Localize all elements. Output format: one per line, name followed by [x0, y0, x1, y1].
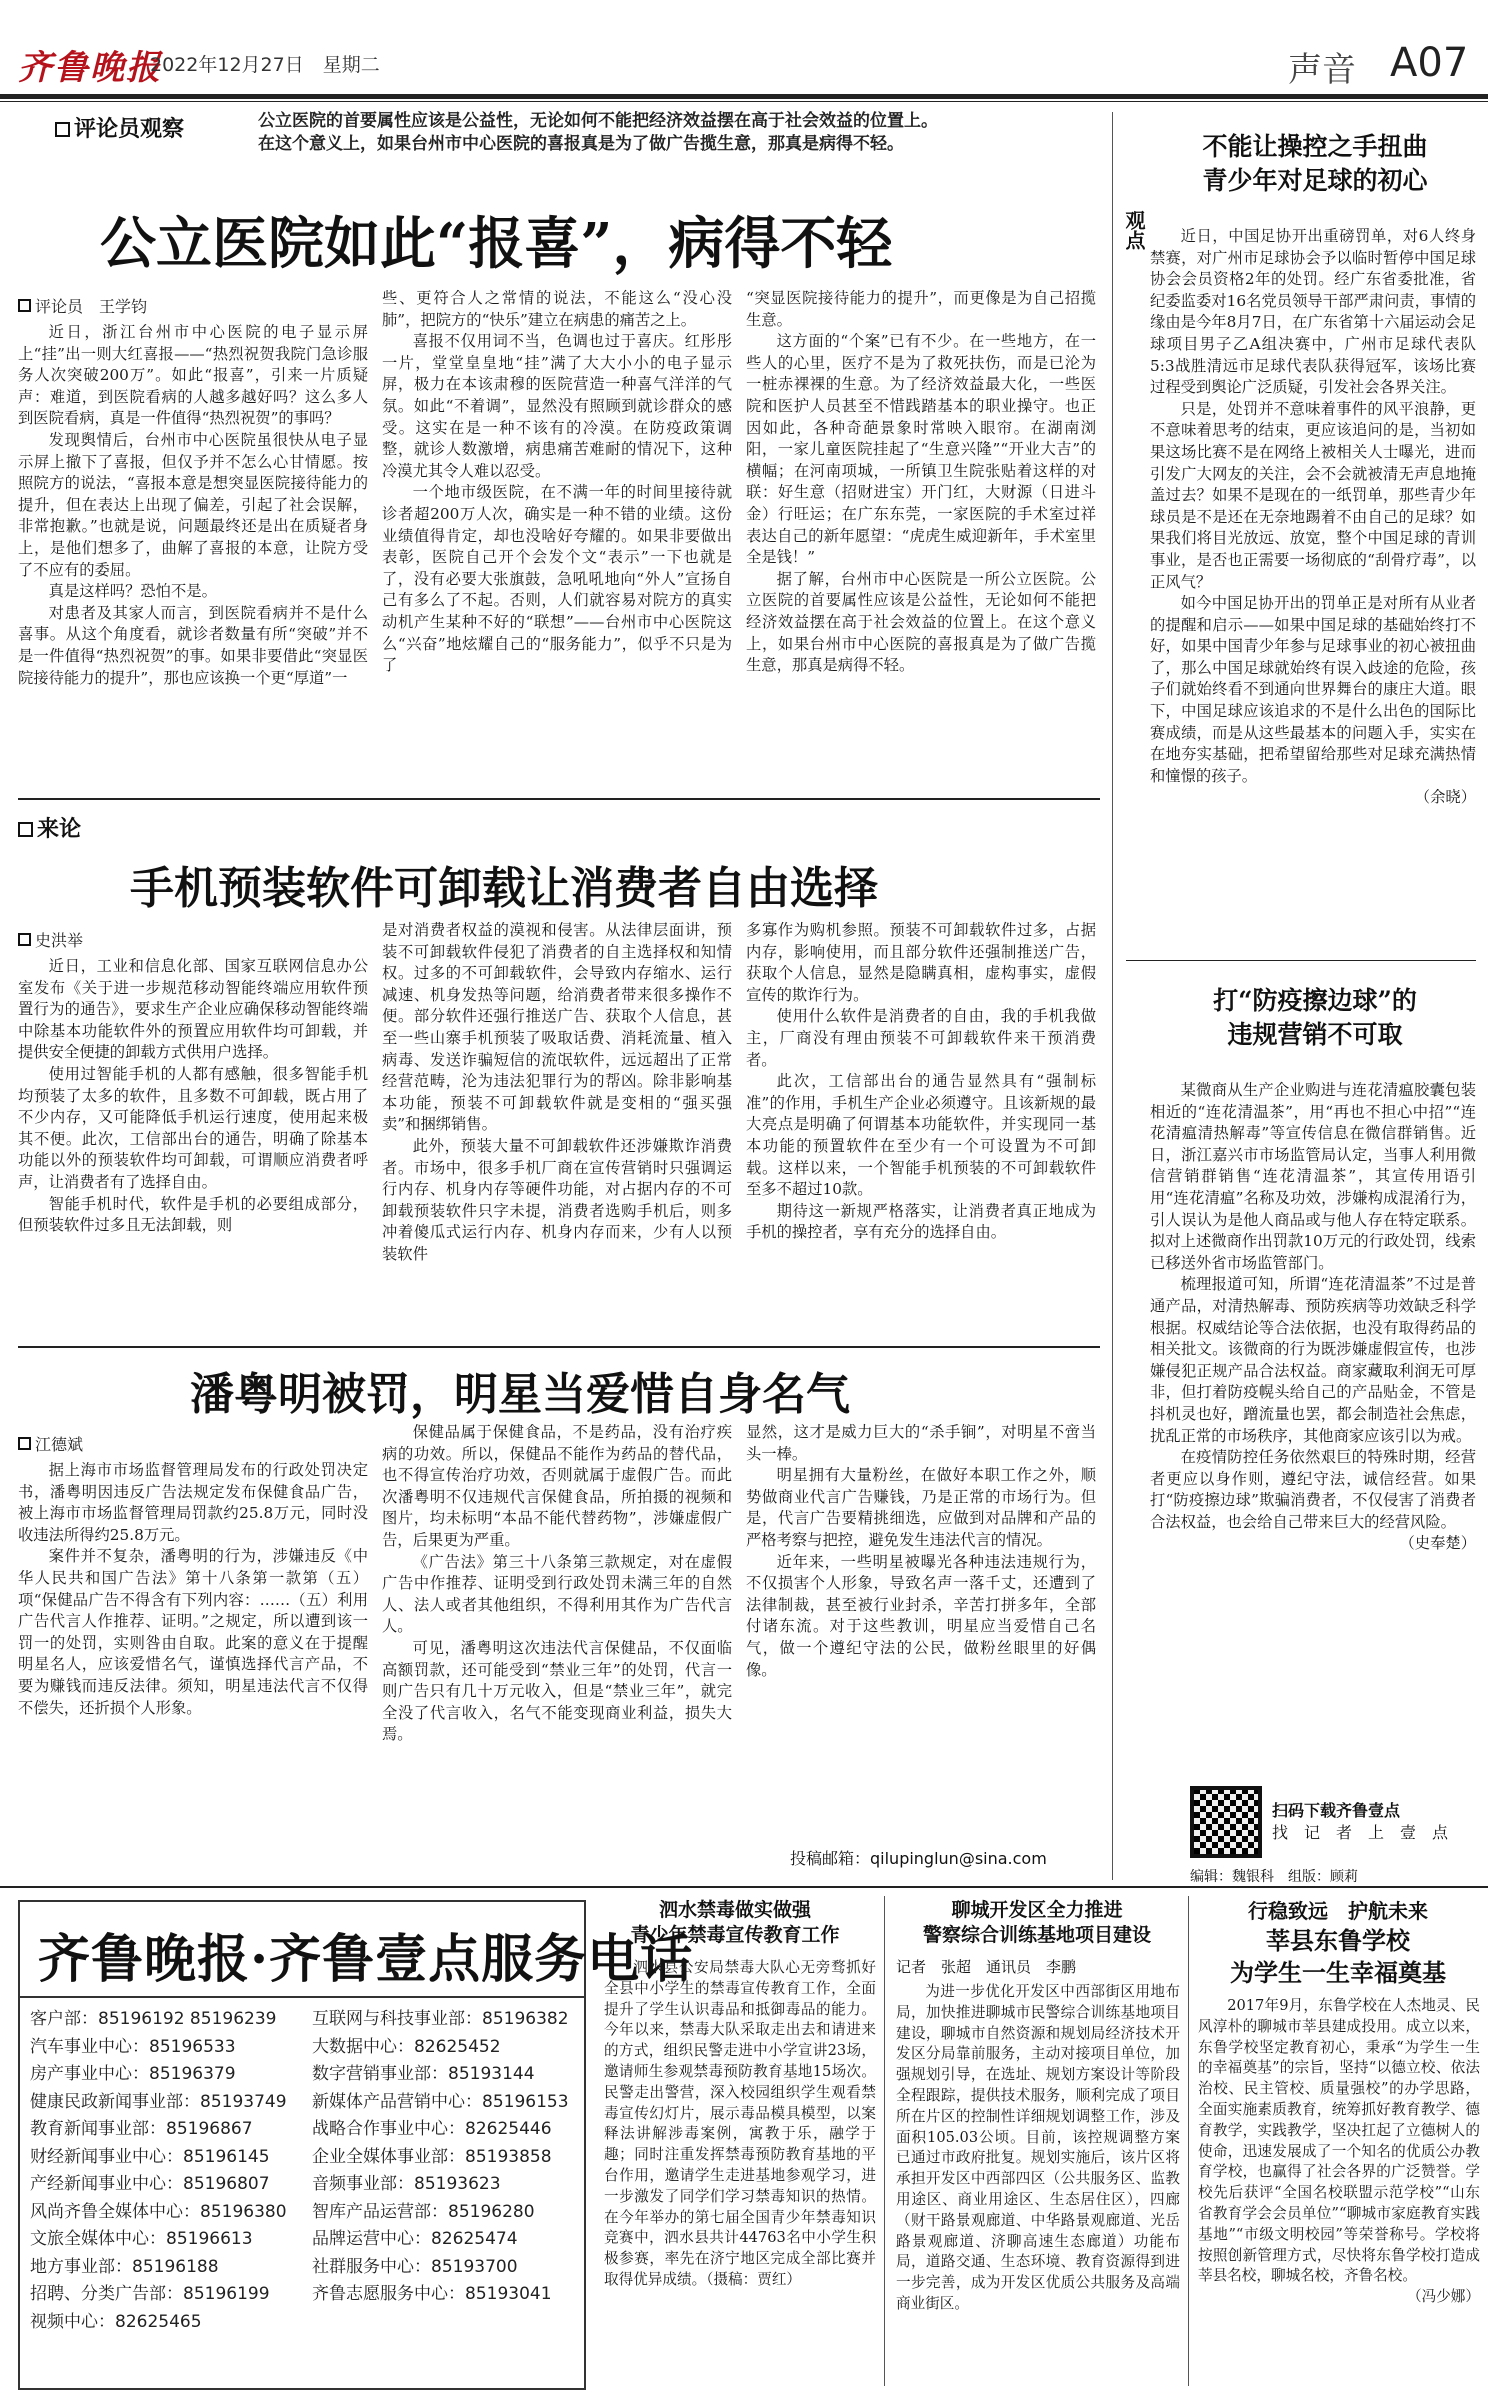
divider [1126, 960, 1476, 961]
section-name: 声音 [1288, 50, 1356, 90]
article2-byline: 史洪举 [18, 928, 83, 951]
qr-label: 扫码下载齐鲁壹点 找 记 者 上 壹 点 [1272, 1801, 1449, 1842]
bottom2-title: 聊城开发区全力推进 警察综合训练基地项目建设 [922, 1899, 1151, 1946]
issue-date: 2022年12月27日 星期二 [150, 54, 380, 76]
header-rule-thin [0, 101, 1488, 102]
divider [18, 798, 1100, 800]
sidebar2-title: 打“防疫擦边球”的 违规营销不可取 [1213, 986, 1417, 1049]
article1-headline: 公立医院如此“报喜”，病得不轻 [100, 211, 893, 277]
bottom2-body: 为进一步优化开发区中西部街区用地布局，加快推进聊城市民警综合训练基地项目建设，聊城市自然资源和规划局经济技术开发区分局靠前服务，主动对接项目单位，加强规划引导，在选址、规划方案设计等阶段全程跟踪，提供技术服务，顺利完成了项目所在片区的控制性详细规划调整工作，涉及面积105.03公顷。目前，该控规调整方案已通过市政府批复。规划实施后，该片区将承担开发区中西部四区（公共服务区、监教用途区、商业用途区、生态居住区），四廊（财干路景观廊道、中华路景观廊道、光岳路景观廊道、济聊高速生态廊道）功能布局，道路交通、生态环境、教育资源得到进一步完善，成为开发区优质公共服务及高端商业街区。 [896, 1983, 1180, 2312]
article2-col2: 是对消费者权益的漠视和侵害。从法律层面讲，预装不可卸载软件侵犯了消费者的自主选择权和知情权。过多的不可卸载软件，会导致内存缩水、运行减速、机身发热等问题，给消费者带来很多操作不便。部分软件还强行推送广告、获取个人信息，甚至一些山寨手机预装了吸取话费、消耗流量、植入病毒、发送诈骗短信的流氓软件，远远超出了正常经营范畴，沦为违法犯罪行为的帮凶。除非影响基本功能，预装不可卸载软件就是变相的“强买强卖”和捆绑销售。 此外，预装大量不可卸载软件还涉嫌欺诈消费者。市场中，很多手机厂商在宣传营销时只强调运行内存、机身内存等硬件功能，对占据内存的不可卸载预装软件只字未提，消费者选购手机后，则多冲着傻瓜式运行内存、机身内存而来，少有人以预装软件 [382, 921, 732, 1263]
article3-col2: 保健品属于保健食品，不是药品，没有治疗疾病的功效。所以，保健品不能作为药品的替代品，也不得宣传治疗功效，否则就属于虚假广告。而此次潘粤明不仅违规代言保健食品，所拍摄的视频和图片，均未标明“本品不能代替药物”，涉嫌虚假广告，后果更为严重。 《广告法》第三十八条第三款规定，对在虚假广告中作推荐、证明受到行政处罚未满三年的自然人、法人或者其他组织，不得利用其作为广告代言人。 可见，潘粤明这次违法代言保健品，不仅面临高额罚款，还可能受到“禁业三年”的处罚，代言一则广告只有几十万元收入，但是“禁业三年”，就完全没了代言收入，名气不能变现商业利益，损失大焉。 [382, 1423, 732, 1744]
article1-col1: 近日，浙江台州市中心医院的电子显示屏上“挂”出一则大红喜报——“热烈祝贺我院门急诊服务人次突破200万”。如此“报喜”，引来一片质疑声：难道，到医院看病的人越多越好吗？这么多人到医院看病，真是一件值得“热烈祝贺”的事吗？ 发现舆情后，台州市中心医院虽很快从电子显示屏上撤下了喜报，但仅予并不怎么心甘情愿。按照院方的说法，“喜报本意是想突显医院接待能力的提升，但在表达上出现了偏差，引起了社会误解，非常抱歉。”也就是说，问题最终还是出在质疑者身上，是他们想多了，曲解了喜报的本意，让院方受了不应有的委屈。 真是这样吗？恐怕不是。 对患者及其家人而言，到医院看病并不是什么喜事。从这个角度看，就诊者数量有所“突破”并不是一件值得“热烈祝贺”的事。如果非要借此“突显医院接待能力的提升”，那也应该换一个更“厚道”一 [18, 323, 368, 687]
page-number: A07 [1390, 40, 1469, 86]
service-title: 齐鲁晚报·齐鲁壹点服务电话 [38, 1929, 694, 1990]
service-list-left: 客户部：85196192 85196239 汽车事业中心：85196533 房产事业中心：85196379 健康民政新闻事业部：85193749 教育新闻事业部：85196867 财经新闻事业中心：85196145 产经新闻事业中心：85196807 风尚齐鲁全媒体中心：85196380 文旅全媒体中心：85196613 地方事业部：85196188 招聘、分类广告部：85196199 视频中心：82625465 [30, 2009, 287, 2332]
submission-email[interactable]: 投稿邮箱：qilupinglun@sina.com [790, 1849, 1047, 1868]
article3-headline: 潘粤明被罚，明星当爱惜自身名气 [190, 1369, 850, 1420]
article2-headline: 手机预装软件可卸载让消费者自由选择 [130, 863, 878, 914]
sidebar2-body: 某微商从生产企业购进与连花清瘟胶囊包装相近的“连花清温茶”，用“再也不担心中招”“连花清瘟清热解毒”等宣传信息在微信群销售。近日，浙江嘉兴市市场监管局认定，当事人利用微信营销群销售“连花清温茶”，其宣传用语引用“连花清瘟”名称及功效，涉嫌构成混淆行为，引人误认为是他人商品或与他人存在特定联系。拟对上述微商作出罚款10万元的行政处罚，线索已移送外省市场监管部门。 梳理报道可知，所谓“连花清温茶”不过是普通产品，对清热解毒、预防疾病等功效缺乏科学根据。权威结论等合法依据，也没有取得药品的相关批文。该微商的行为既涉嫌虚假宣传，也涉嫌侵犯正规产品合法权益。商家藏取利润无可厚非，但打着防疫幌头给自己的产品贴金，不管是抖机灵也好，蹭流量也罢，都会制造社会焦虑，扰乱正常的市场秩序，其他商家应该引以为戒。 在疫情防控任务依然艰巨的特殊时期，经营者更应以身作则，遵纪守法，诚信经营。如果打“防疫擦边球”欺骗消费者，不仅侵害了消费者合法权益，也会给自己带来巨大的经营风险。 （史奉楚） [1150, 1081, 1476, 1553]
column-rule [1188, 1896, 1189, 2386]
article3-col3: 显然，这才是威力巨大的“杀手锏”，对明星不啻当头一棒。 明星拥有大量粉丝，在做好本职工作之外，顺势做商业代言广告赚钱，乃是正常的市场行为。但是，代言广告要精挑细选，应做到对品牌和产品的严格考察与把控，避免发生违法代言的情况。 近年来，一些明星被曝光各种违法违规行为，不仅损害个人形象，导致名声一落千丈，还遭到了法律制裁，甚至被行业封杀，辛苦打拼多年，全部付诸东流。对于这些教训，明星应当爱惜自己名气，做一个遵纪守法的公民，做粉丝眼里的好偶像。 [746, 1423, 1096, 1679]
service-phone-box [18, 1900, 694, 2390]
bottom3-body: 2017年9月，东鲁学校在人杰地灵、民风淳朴的聊城市莘县建成投用。成立以来，东鲁学校坚定教育初心，秉承“为学生一生的幸福奠基”的宗旨，坚持“以德立校、依法治校、民主管校、质量强校”的办学思路，全面实施素质教育，统筹抓好教育教学、德育教学，实践教学，坚决扛起了立德树人的使命，迅速发展成了一个知名的优质公办教育学校，也赢得了社会各界的广泛赞誉。学校先后获评“全国名校联盟示范学校”“山东省教育学会会员单位”“聊城市家庭教育实践基地”“市级文明校园”等荣誉称号。学校将按照创新管理方式，尽快将东鲁学校打造成莘县名校，聊城名校，齐鲁名校。 （冯少娜） [1198, 1997, 1480, 2306]
sidebar-rule [1112, 112, 1113, 1880]
article2-col3: 多寡作为购机参照。预装不可卸载软件过多，占据内存，影响使用，而且部分软件还强制推送广告，获取个人信息，显然是隐瞒真相，虚构事实，虚假宣传的欺诈行为。 使用什么软件是消费者的自由，我的手机我做主，厂商没有理由预装不可卸载软件来干预消费者。 此次，工信部出台的通告显然具有“强制标准”的作用，手机生产企业必须遵守。且该新规的最大亮点是明确了何谓基本功能软件，并实现同一基本功能的预置软件在至少有一个可设置为不可卸载。这样以来，一个智能手机预装的不可卸载软件至多不超过10款。 期待这一新规严格落实，让消费者真正地成为手机的操控者，享有充分的选择自由。 [746, 921, 1096, 1242]
article1-intro: 公立医院的首要属性应该是公益性，无论如何不能把经济效益摆在高于社会效益的位置上。 在这个意义上，如果台州市中心医院的喜报真是为了做广告揽生意，那真是病得不轻。 [258, 111, 938, 154]
article1-byline: 评论员 王学钧 [18, 294, 147, 317]
bottom3-title: 行稳致远 护航未来 莘县东鲁学校 为学生一生幸福奠基 [1230, 1899, 1446, 1987]
sidebar1-body: 近日，中国足协开出重磅罚单，对6人终身禁赛，对广州市足球协会予以临时暂停中国足球协会会员资格2年的处罚。经广东省委批准，省纪委监委对16名党员领导干部严肃问责，事情的缘由是今年8月7日，在广东省第十六届运动会足球项目男子乙A组决赛中，广州市足球代表队5:3战胜清远市足球代表队获得冠军，该场比赛过程受到舆论广泛质疑，引发社会各界关注。 只是，处罚并不意味着事件的风平浪静，更不意味着思考的结束，更应该追问的是，当初如果这场比赛不是在网络上被相关人士曝光，进而引发广大网友的关注，会不会就被清无声息地掩盖过去？如果不是现在的一纸罚单，那些青少年球员是不是还在无奈地踢着不由自己的足球？如果我们将目光放远、放宽，整个中国足球的青训事业，是否也正需要一场彻底的“刮骨疗毒”，以正风气？ 如今中国足协开出的罚单正是对所有从业者的提醒和启示——如果中国足球的基础始终打不好，如果中国青少年参与足球事业的初心被扭曲了，那么中国足球就始终有误入歧途的危险，孩子们就始终看不到通向世界舞台的康庄大道。眼下，中国足球应该追求的不是什么出色的国际比赛成绩，而是从这些最基本的问题入手，实实在在地夯实基础，把希望留给那些对足球充满热情和憧憬的孩子。 （余晓） [1150, 227, 1476, 807]
divider [18, 1346, 1100, 1348]
article3-byline: 江德斌 [18, 1432, 83, 1455]
qr-code[interactable] [1190, 1786, 1262, 1858]
article1-col2: 些、更符合人之常情的说法，不能这么“没心没肺”，把院方的“快乐”建立在病患的痛苦之上。 喜报不仅用词不当，色调也过于喜庆。红彤彤一片，堂堂皇皇地“挂”满了大大小小的电子显示屏，极力在本该肃穆的医院营造一种喜气洋洋的气氛。如此“不着调”，显然没有照顾到就诊群众的感受。这实在是一种不该有的冷漠。在防疫政策调整，就诊人数激增，病患痛苦难耐的情况下，这种冷漠尤其令人难以忍受。 一个地市级医院，在不满一年的时间里接待就诊者超200万人次，确实是一种不错的业绩。这份业绩值得肯定，却也没啥好夸耀的。如果非要做出表彰，医院自己开个会发个文“表示”一下也就是了，没有必要大张旗鼓，急吼吼地向“外人”宣扬自己有多么了不起。否则，人们就容易对院方的真实动机产生某种不好的“联想”——台州市中心医院这么“兴奋”地炫耀自己的“服务能力”，似乎不只是为了 [382, 289, 732, 675]
bottom1-title: 泗水禁毒做实做强 青少年禁毒宣传教育工作 [630, 1899, 840, 1946]
newspaper-logo: 齐鲁晚报 [18, 48, 162, 88]
sidebar-tag: 观点 [1122, 210, 1146, 250]
sidebar1-title: 不能让操控之手扭曲 青少年对足球的初心 [1202, 132, 1428, 195]
header-rule [0, 94, 1488, 99]
service-list-right: 互联网与科技事业部：85196382 大数据中心：82625452 数字营销事业部：85193144 新媒体产品营销中心：85196153 战略合作事业中心：82625446 企业全媒体事业部：85193858 音频事业部：85193623 智库产品运营部：85196280 品牌运营中心：82625474 社群服务中心：85193700 齐鲁志愿服务中心：85193041 [312, 2009, 569, 2304]
article3-col1: 据上海市市场监督管理局发布的行政处罚决定书，潘粤明因违反广告法规定发布保健食品广告，被上海市市场监督管理局罚款约25.8万元，同时没收违法所得约25.8万元。 案件并不复杂，潘粤明的行为，涉嫌违反《中华人民共和国广告法》第十八条第一款第（五）项“保健品广告不得含有下列内容：……（五）利用广告代言人作推荐、证明。”之规定，所以遭到该一罚一的处罚，实则咎由自取。此案的意义在于提醒明星名人，应该爱惜名气，谨慎选择代言产品，不要为赚钱而违反法律。须知，明星违法代言不仅得不偿失，还折损个人形象。 [18, 1461, 368, 1717]
column-rule [884, 1896, 885, 2386]
article2-tag: 来论 [18, 812, 81, 843]
article1-col3: “突显医院接待能力的提升”，而更像是为自己招揽生意。 这方面的“个案”已有不少。在一些地方，在一些人的心里，医疗不是为了救死扶伤，而是已沦为一桩赤裸裸的生意。为了经济效益最大化，一些医院和医护人员甚至不惜践踏基本的职业操守。也正因如此，各种奇葩景象时常映入眼帘。在湖南浏阳，一家儿童医院挂起了“生意兴隆”“开业大吉”的横幅；在河南项城，一所镇卫生院张贴着这样的对联：好生意（招财进宝）开门红，大财源（日进斗金）行旺运；在广东东莞，一家医院的手术室过祥表达自己的新年愿望：“虎虎生威迎新年，手术室里全是钱！” 据了解，台州市中心医院是一所公立医院。公立医院的首要属性应该是公益性，无论如何不能把经济效益摆在高于社会效益的位置上。在这个意义上，如果台州市中心医院的喜报真是为了做广告揽生意，那真是病得不轻。 [746, 289, 1096, 675]
editor-credits: 编辑：魏银科 组版：顾莉 [1190, 1869, 1358, 1885]
bottom2-byline: 记者 张超 通讯员 李鹏 [896, 1958, 1077, 1976]
bottom-rule [0, 1886, 1488, 1888]
bottom1-body: 泗水县公安局禁毒大队心无旁骛抓好全县中小学生的禁毒宣传教育工作，全面提升了学生认识毒品和抵御毒品的能力。今年以来，禁毒大队采取走出去和请进来的方式，组织民警走进中小学宣讲23场，邀请师生参观禁毒预防教育基地15场次。民警走出警营，深入校园组织学生观看禁毒宣传幻灯片，展示毒品模具模型，以案释法讲解涉毒案例，寓教于乐，融学于趣；同时注重发挥禁毒预防教育基地的平台作用，邀请学生走进基地参观学习，进一步激发了同学们学习禁毒知识的热情。在今年举办的第七届全国青少年禁毒知识竞赛中，泗水县共计44763名中小学生积极参赛，率先在济宁地区完成全部比赛并取得优异成绩。（摄稿：贾红） [604, 1959, 876, 2288]
page-header [0, 0, 1488, 96]
service-rule [20, 1996, 584, 1998]
article1-tag: 评论员观察 [55, 112, 184, 143]
article2-col1: 近日，工业和信息化部、国家互联网信息办公室发布《关于进一步规范移动智能终端应用软件预置行为的通告》，要求生产企业应确保移动智能终端中除基本功能软件外的预置应用软件均可卸载，并提供安全便捷的卸载方式供用户选择。 使用过智能手机的人都有感触，很多智能手机均预装了太多的软件，且多数不可卸载，既占用了不少内存，又可能降低手机运行速度，使用起来极其不便。此次，工信部出台的通告，明确了除基本功能以外的预装软件均可卸载，可谓顺应消费者呼声，让消费者有了选择自由。 智能手机时代，软件是手机的必要组成部分，但预装软件过多且无法卸载，则 [18, 957, 368, 1235]
